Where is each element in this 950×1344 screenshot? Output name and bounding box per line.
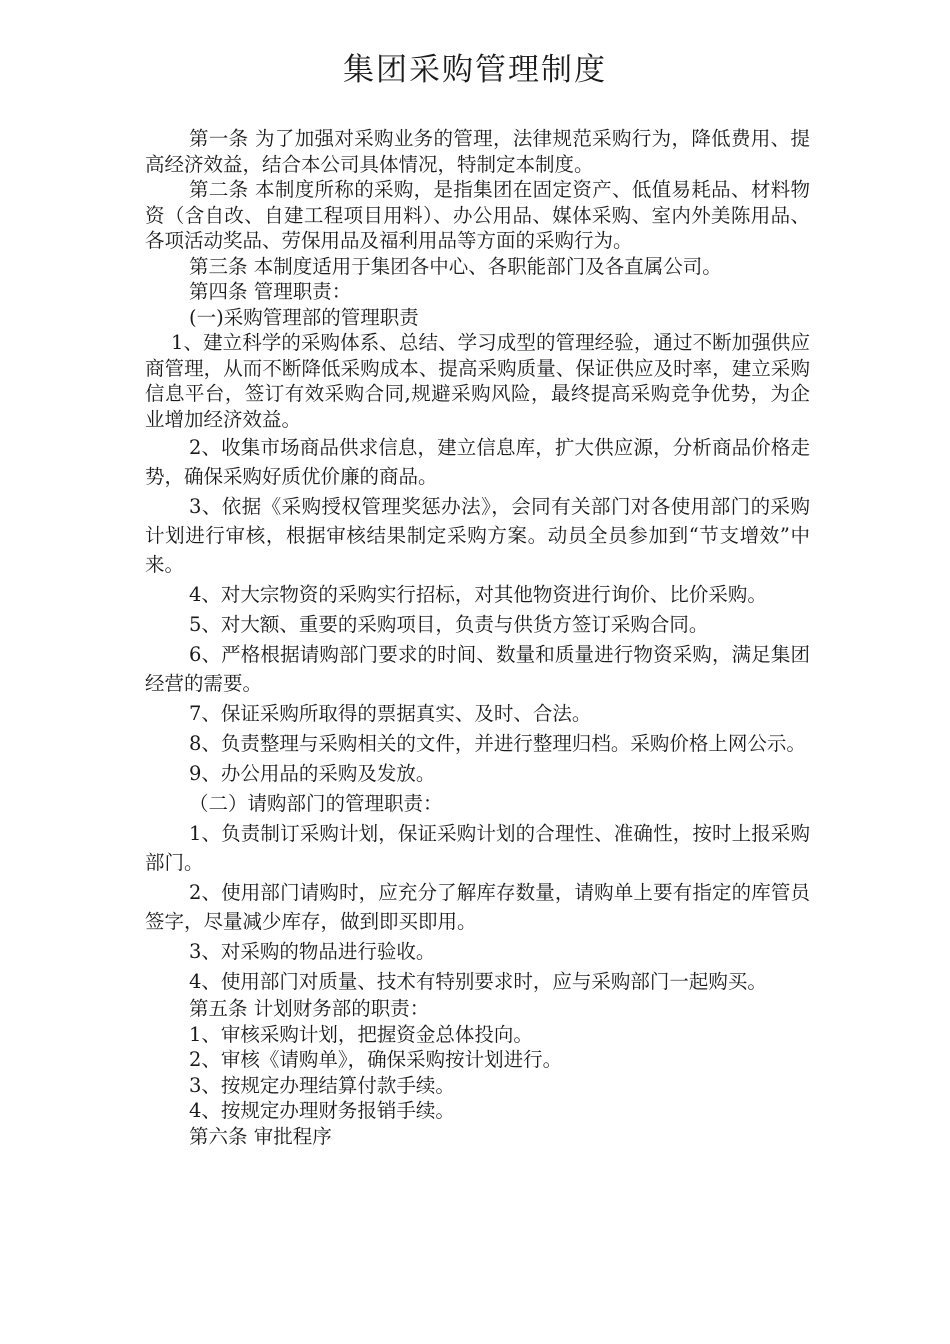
article-5-item-1: 1、审核采购计划，把握资金总体投向。 [189, 1022, 533, 1046]
section-1-item-5: 5、对大额、重要的采购项目，负责与供货方签订采购合同。 [189, 613, 709, 636]
article-6-heading: 第六条 审批程序 [189, 1124, 332, 1148]
section-1-item-6: 6、严格根据请购部门要求的时间、数量和质量进行物资采购，满足集团经营的需要。 [145, 643, 810, 695]
article-4-heading: 第四条 管理职责： [189, 280, 352, 303]
article-5-item-4: 4、按规定办理财务报销手续。 [189, 1099, 455, 1122]
section-2-item-3: 3、对采购的物品进行验收。 [189, 940, 436, 963]
section-2-item-4: 4、使用部门对质量、技术有特别要求时，应与采购部门一起购买。 [189, 970, 767, 993]
section-2-heading: （二）请购部门的管理职责： [189, 792, 443, 815]
article-1: 第一条 为了加强对采购业务的管理，法律规范采购行为，降低费用、提高经济效益，结合本公司具体情况，特制定本制度。 [145, 127, 810, 176]
section-2-item-1: 1、负责制订采购计划，保证采购计划的合理性、准确性，按时上报采购部门。 [145, 822, 810, 874]
document-title: 集团采购管理制度 [343, 52, 607, 88]
section-1-item-4: 4、对大宗物资的采购实行招标，对其他物资进行询价、比价采购。 [189, 583, 767, 606]
article-5-item-3: 3、按规定办理结算付款手续。 [189, 1073, 455, 1097]
article-5-heading: 第五条 计划财务部的职责： [189, 997, 430, 1020]
document-body [145, 126, 810, 1149]
section-1-heading: (一)采购管理部的管理职责 [189, 305, 419, 329]
article-5-item-2: 2、审核《请购单》，确保采购按计划进行。 [189, 1048, 563, 1071]
article-2: 第二条 本制度所称的采购，是指集团在固定资产、低值易耗品、材料物资（含自改、自建工程项目用料）、办公用品、媒体采购、室内外美陈用品、各项活动奖品、劳保用品及福利用品等方面的采购行为。 [145, 178, 810, 252]
section-1-item-3: 3、依据《采购授权管理奖惩办法》，会同有关部门对各使用部门的采购计划进行审核，根据审核结果制定采购方案。动员全员参加到“节支增效”中来。 [145, 495, 810, 576]
section-2-item-2: 2、使用部门请购时，应充分了解库存数量，请购单上要有指定的库管员签字，尽量减少库存，做到即买即用。 [145, 881, 810, 933]
article-3: 第三条 本制度适用于集团各中心、各职能部门及各直属公司。 [189, 254, 722, 278]
section-1-item-2: 2、收集市场商品供求信息，建立信息库，扩大供应源，分析商品价格走势，确保采购好质优价廉的商品。 [145, 436, 810, 488]
section-1-item-7: 7、保证采购所取得的票据真实、及时、合法。 [189, 702, 592, 725]
section-1-item-1: 1、建立科学的采购体系、总结、学习成型的管理经验，通过不断加强供应商管理，从而不断降低采购成本、提高采购质量、保证供应及时率，建立采购信息平台，签订有效采购合同,规避采购风险，最终提高采购竞争优势，为企业增加经济效益。 [145, 331, 810, 431]
section-1-item-9: 9、办公用品的采购及发放。 [189, 762, 436, 785]
section-1-item-8: 8、负责整理与采购相关的文件，并进行整理归档。采购价格上网公示。 [189, 732, 806, 755]
